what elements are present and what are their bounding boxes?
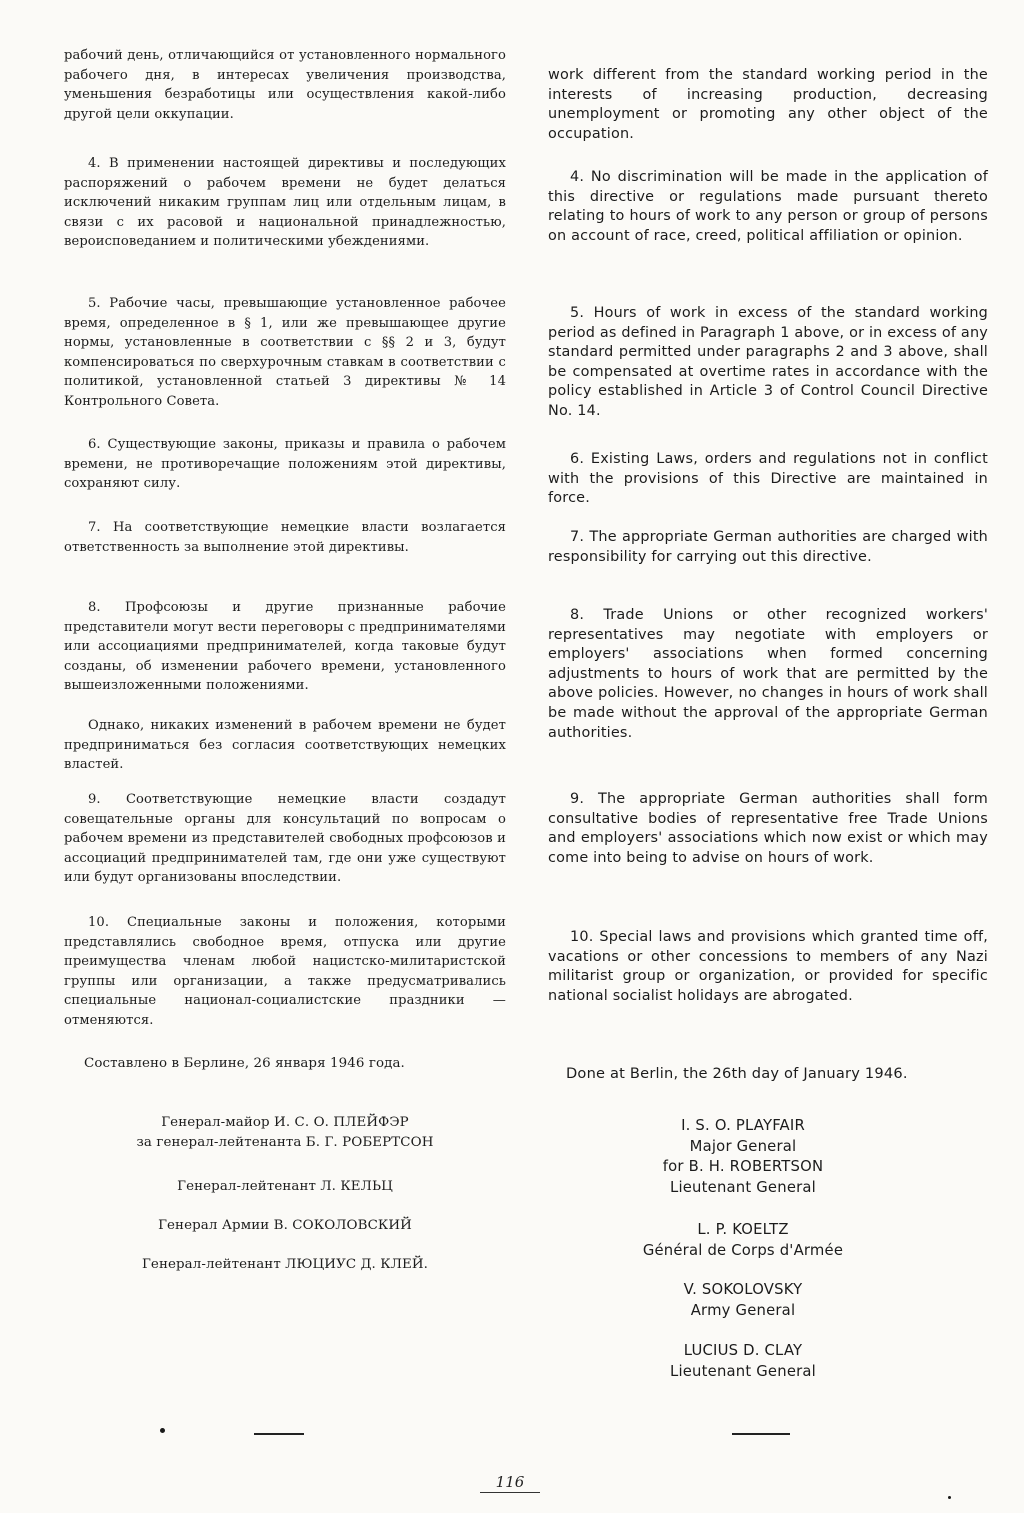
ru-paragraph-10: 10. Специальные законы и положения, которыми представлялись свободное время, отпуска или другие преимущества членам любой нацистско-милитаристской группы или организации, а также предусматривались специальные национал-социалистские праздники — отменяются. (64, 915, 506, 1028)
en-signatory-name: for B. H. ROBERTSON (662, 1158, 824, 1175)
en-signatory-name: L. P. KOELTZ (697, 1221, 789, 1238)
en-paragraph-6: 6. Existing Laws, orders and regulations not in conflict with the provisions of this Directive are maintained in force. (548, 451, 988, 507)
ru-closing-rule (254, 1433, 304, 1435)
en-signatory-title: Army General (690, 1301, 796, 1319)
ru-signatory-koeltz (64, 1177, 506, 1197)
en-signatory-title: Lieutenant General (670, 1362, 816, 1380)
en-paragraph-8: 8. Trade Unions or other recognized workers' representatives may negotiate with employers or employers' associations when formed concerning adjustments to hours of work that are permitted by the above policies. However, no changes in hours of work shall be made without the approval of the appropriate German authorities. (548, 607, 988, 741)
en-closing-line: Done at Berlin, the 26th day of January 1946. (566, 1065, 908, 1082)
en-paragraph-4: 4. No discrimination will be made in the application of this directive or regulations made pursuant thereto relating to hours of work to any person or group of persons on account of race, creed, political affiliation or opinion. (548, 169, 988, 244)
ru-paragraph-5: 5. Рабочие часы, превышающие установленное рабочее время, определенное в § 1, или же превышающее другие нормы, установленные в соответствии с §§ 2 и 3, будут компенсироваться по сверхурочным ставкам в соответствии с политикой, установленной статьей 3 директивы № 14 Контрольного Совета. (64, 296, 506, 409)
scan-speck (948, 1496, 951, 1499)
ru-signatory-playfair (64, 1113, 506, 1153)
ru-paragraph-7: 7. На соответствующие немецкие власти возлагается ответственность за выполнение этой директивы. (64, 520, 506, 555)
scan-speck (160, 1428, 165, 1433)
en-signatory-title: Lieutenant General (670, 1178, 816, 1196)
en-paragraph-continuation: work different from the standard working period in the interests of increasing production, decreasing unemployment or promoting any other object of the occupation. (548, 67, 988, 142)
en-paragraph-5: 5. Hours of work in excess of the standard working period as defined in Paragraph 1 above, or in excess of any standard permitted under paragraphs 2 and 3 above, shall be compensated at overtime rates in accordance with the policy established in Article 3 of Control Council Directive No. 14. (548, 305, 988, 419)
en-signatory-name: V. SOKOLOVSKY (683, 1281, 803, 1298)
ru-closing-line: Составлено в Берлине, 26 января 1946 года. (84, 1056, 405, 1071)
ru-signatory-line: Генерал Армии В. СОКОЛОВСКИЙ (158, 1218, 412, 1233)
ru-paragraph-4: 4. В применении настоящей директивы и последующих распоряжений о рабочем времени не будет делаться исключений никаким группам лиц или отдельным лицам, в связи с их расовой и национальной принадлежностью, вероисповеданием и политическими убеждениями. (64, 156, 506, 250)
ru-paragraph-continuation: рабочий день, отличающийся от установленного нормального рабочего дня, в интересах увеличения производства, уменьшения безработицы или осуществления какой-либо другой цели оккупации. (64, 48, 506, 122)
page-number: 116 (480, 1472, 540, 1493)
en-signatory-title: Général de Corps d'Armée (642, 1241, 844, 1259)
ru-paragraph-9: 9. Соответствующие немецкие власти создадут совещательные органы для консультаций по вопросам о рабочем времени из представителей свободных профсоюзов и ассоциаций предпринимателей там, где они уже существуют или будут организованы впоследствии. (64, 792, 506, 886)
en-signatory-clay (618, 1341, 868, 1382)
ru-signatory-line: Генерал-лейтенант ЛЮЦИУС Д. КЛЕЙ. (141, 1257, 429, 1272)
ru-signatory-line: Генерал-майор И. С. О. ПЛЕЙФЭР (161, 1115, 409, 1130)
ru-signatory-clay (64, 1255, 506, 1275)
ru-signatory-sokolovsky (64, 1216, 506, 1236)
ru-signatory-line: Генерал-лейтенант Л. КЕЛЬЦ (177, 1179, 393, 1194)
en-paragraph-7: 7. The appropriate German authorities are charged with responsibility for carrying out this directive. (548, 529, 988, 565)
ru-signatory-line: за генерал-лейтенанта Б. Г. РОБЕРТСОН (136, 1135, 434, 1150)
en-signatory-koeltz (618, 1220, 868, 1261)
en-signatory-sokolovsky (618, 1280, 868, 1321)
en-paragraph-10: 10. Special laws and provisions which granted time off, vacations or other concessions to members of any Nazi militarist group or organization, or provided for specific national socialist holidays are abrogated. (548, 929, 988, 1004)
en-signatory-name: LUCIUS D. CLAY (683, 1342, 803, 1359)
en-signatory-title: Major General (689, 1137, 797, 1155)
en-signatory-name: I. S. O. PLAYFAIR (681, 1117, 805, 1134)
ru-paragraph-8-continued: Однако, никаких изменений в рабочем времени не будет предприниматься без согласия соответствующих немецких властей. (64, 718, 506, 773)
en-paragraph-9: 9. The appropriate German authorities shall form consultative bodies of representative free Trade Unions and employers' associations which now exist or which may come into being to advise on hours of work. (548, 791, 988, 866)
en-closing-rule (732, 1433, 790, 1435)
en-signatory-playfair (618, 1116, 868, 1198)
ru-paragraph-6: 6. Существующие законы, приказы и правила о рабочем времени, не противоречащие положениям этой директивы, сохраняют силу. (64, 437, 506, 492)
ru-paragraph-8: 8. Профсоюзы и другие признанные рабочие представители могут вести переговоры с предпринимателями или ассоциациями предпринимателей, когда таковые будут созданы, об изменении рабочего времени, установленного вышеизложенными положениями. (64, 600, 506, 694)
